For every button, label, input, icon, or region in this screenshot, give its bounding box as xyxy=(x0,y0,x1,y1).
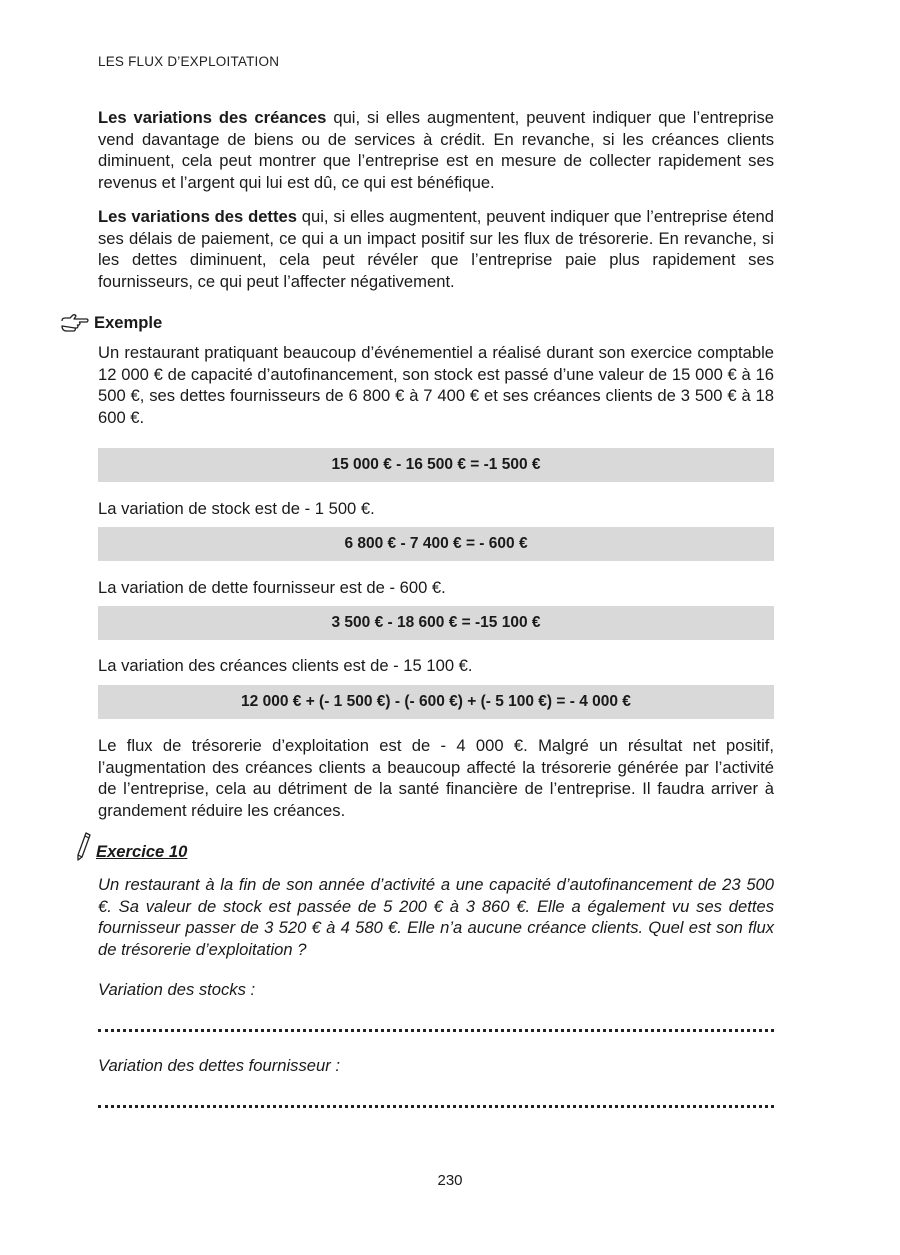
example-heading-label: Exemple xyxy=(94,313,163,332)
exercise-prompt-debts: Variation des dettes fournisseur : xyxy=(98,1056,340,1075)
result-line-3: La variation des créances clients est de - 15 100 €. xyxy=(98,656,473,675)
exercise-statement: Un restaurant à la fin de son année d’activité a une capacité d’autofinancement de 23 500 €. Sa valeur de stock est passée de 5 200 € à 3 860 €. Elle a également vu ses dettes fournisseur passer de 3 520 € à 4 580 €. Elle n’a aucune créance clients. Quel est son flux de trésorerie d’exploitation ? xyxy=(98,875,774,959)
exercise-prompt-stocks: Variation des stocks : xyxy=(98,980,256,999)
answer-line-debts xyxy=(98,1101,774,1108)
answer-line-stocks xyxy=(98,1025,774,1032)
example-heading xyxy=(60,313,162,333)
calculation-box-3: 3 500 € - 18 600 € = -15 100 € xyxy=(98,606,774,640)
running-header: LES FLUX D’EXPLOITATION xyxy=(98,54,280,69)
exercise-heading xyxy=(76,832,187,862)
result-line-1: La variation de stock est de - 1 500 €. xyxy=(98,499,375,518)
paragraph-debts xyxy=(98,206,774,292)
calculation-box-1: 15 000 € - 16 500 € = -1 500 € xyxy=(98,448,774,482)
example-text: Un restaurant pratiquant beaucoup d’événementiel a réalisé durant son exercice comptable 12 000 € de capacité d’autofinancement, son stock est passé d’une valeur de 15 000 € à 16 500 €, ses dettes fournisseurs de 6 800 € à 7 400 € et ses créances clients de 3 500 € à 18 600 €. xyxy=(98,343,774,427)
example-conclusion: Le flux de trésorerie d’exploitation est de - 4 000 €. Malgré un résultat net positif, l’augmentation des créances clients a beaucoup affecté la trésorerie générée par l’activité de l’entreprise, cela au détriment de la santé financière de l’entreprise. Il faudra arriver à grandement réduire les créances. xyxy=(98,736,774,820)
calculation-box-4: 12 000 € + (- 1 500 €) - (- 600 €) + (- 5 100 €) = - 4 000 € xyxy=(98,685,774,719)
paragraph-receivables-text: qui, si elles augmentent, peuvent indiquer que l’entreprise vend davantage de biens ou de services à crédit. En revanche, si les créances clients diminuent, cela peut montrer que l’entreprise est en mesure de collecter rapidement ses revenus et l’argent qui lui est dû, ce qui est bénéfique. xyxy=(98,108,775,192)
pencil-icon xyxy=(76,832,92,862)
term-debts: Les variations des dettes xyxy=(98,207,297,226)
term-receivables: Les variations des créances xyxy=(98,108,327,127)
paragraph-receivables xyxy=(98,107,774,193)
page-number: 230 xyxy=(437,1172,463,1189)
result-line-2: La variation de dette fournisseur est de - 600 €. xyxy=(98,578,446,597)
exercise-heading-label: Exercice 10 xyxy=(96,842,188,861)
calculation-box-2: 6 800 € - 7 400 € = - 600 € xyxy=(98,527,774,561)
paragraph-debts-text: qui, si elles augmentent, peuvent indiquer que l’entreprise étend ses délais de paiement, ce qui a un impact positif sur les flux de trésorerie. En revanche, si les dettes diminuent, cela peut révéler que l’entreprise paie plus rapidement ses fournisseurs, ce qui peut l’affecter négativement. xyxy=(98,207,774,291)
pointing-hand-icon xyxy=(60,313,90,333)
